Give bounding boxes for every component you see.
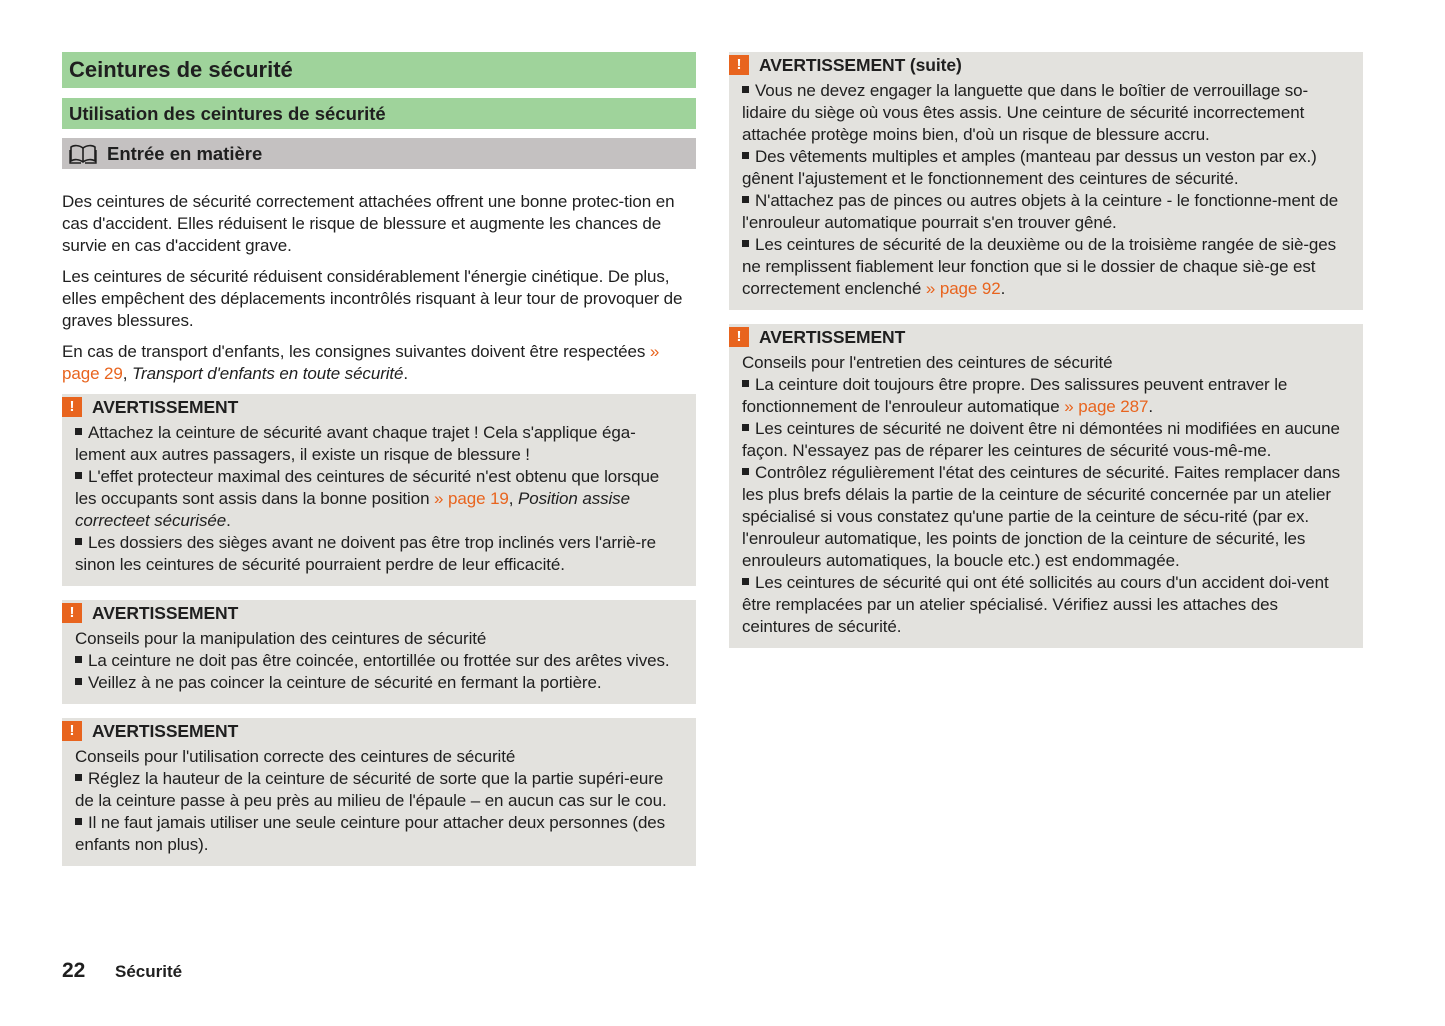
warning-title: AVERTISSEMENT [92,721,239,741]
warning-title: AVERTISSEMENT [759,327,906,347]
warning-item: Vous ne devez engager la languette que dans le boîtier de verrouillage so-lidaire du siège où vous êtes assis. Une ceinture de sécurité incorrectement attachée protège moins bien, d'où un risque de blessure accru. [742,80,1350,146]
warning-item: Attachez la ceinture de sécurité avant chaque trajet ! Cela s'applique éga-lement aux autres passagers, il existe un risque de blessure ! [75,422,683,466]
page-link[interactable]: » page 19 [434,489,509,508]
warning-title: AVERTISSEMENT [92,397,239,417]
warning-header [62,602,683,624]
warning-box [729,324,1363,648]
warning-header [729,326,1350,348]
warning-intro: Conseils pour l'utilisation correcte des ceintures de sécurité [75,747,516,766]
paragraph-text: En cas de transport d'enfants, les consignes suivantes doivent être respectées [62,342,646,361]
page-link[interactable]: » page 287 [1064,397,1149,416]
chapter-title-text: Ceintures de sécurité [69,57,293,82]
intro-text [62,191,696,385]
separator: , [508,489,519,508]
left-column [62,52,696,866]
warning-item: Il ne faut jamais utiliser une seule ceinture pour attacher deux personnes (des enfants non plus). [75,812,683,856]
warning-item: N'attachez pas de pinces ou autres objets à la ceinture - le fonctionne-ment de l'enrouleur automatique pourrait s'en trouver gêné. [742,190,1350,234]
warning-item: Veillez à ne pas coincer la ceinture de sécurité en fermant la portière. [75,672,683,694]
chapter-title [62,52,696,88]
right-column [729,52,1363,648]
link-title: Transport d'enfants en toute sécurité [132,364,404,383]
warning-intro: Conseils pour l'entretien des ceintures de sécurité [742,353,1113,372]
section-title [62,98,696,129]
period: . [1148,397,1153,416]
warning-item-text: Les ceintures de sécurité de la deuxième ou de la troisième rangée de siè-ges ne remplissent fiablement leur fonction que si le dossier de chaque siè-ge est correctement enclenché [742,235,1337,298]
warning-item: Réglez la hauteur de la ceinture de sécurité de sorte que la partie supéri-eure de la ceinture passe à peu près au milieu de l'épaule – en aucun cas sur le cou. [75,768,683,812]
warning-icon: ! [62,397,82,417]
warning-item [742,374,1350,418]
warning-item-text: L'effet protecteur maximal des ceintures de sécurité n'est obtenu que lorsque les occupants sont assis dans la bonne position [75,467,660,508]
warning-box [62,718,696,866]
subsection-title [62,138,696,169]
warning-item: Les ceintures de sécurité ne doivent être ni démontées ni modifiées en aucune façon. N'essayez pas de réparer les ceintures de sécurité vous-mê-me. [742,418,1350,462]
warning-box [729,52,1363,310]
warning-box [62,394,696,586]
page-number: 22 [62,959,86,982]
warning-item: Les dossiers des sièges avant ne doivent pas être trop inclinés vers l'arriè-re sinon les ceintures de sécurité pourraient perdre de leur efficacité. [75,532,683,576]
period: . [226,511,231,530]
warning-title: AVERTISSEMENT [92,603,239,623]
section-title-text: Utilisation des ceintures de sécurité [69,102,386,124]
footer-section: Sécurité [115,962,183,981]
page-link[interactable]: » page 92 [925,279,1001,298]
warning-item [75,466,683,532]
separator: , [122,364,133,383]
warning-icon: ! [62,721,82,741]
warning-item: Des vêtements multiples et amples (manteau par dessus un veston par ex.) gênent l'ajustement et le fonctionnement des ceintures de sécurité. [742,146,1350,190]
warning-intro: Conseils pour la manipulation des ceintures de sécurité [75,629,487,648]
period: . [403,364,409,383]
paragraph: Les ceintures de sécurité réduisent considérablement l'énergie cinétique. De plus, elles empêchent des déplacements incontrôlés risquant à leur tour de provoquer de graves blessures. [62,267,683,330]
paragraph [62,341,696,385]
warning-header [62,720,683,742]
book-icon [69,144,97,164]
warning-icon: ! [729,327,749,347]
warning-title: AVERTISSEMENT (suite) [759,55,962,75]
warning-item: Contrôlez régulièrement l'état des ceintures de sécurité. Faites remplacer dans les plus brefs délais la partie de la ceinture de sécurité concernée par un atelier spécialisé si vous constatez qu'une partie de la ceinture de sécu-rité (par ex. l'enrouleur automatique, les points de jonction de la ceinture de sécurité, les enrouleurs automatiques, la boucle etc.) est endommagée. [742,462,1350,572]
warning-item: Les ceintures de sécurité qui ont été sollicités au cours d'un accident doi-vent être remplacées par un atelier spécialisé. Vérifiez aussi les attaches des ceintures de sécurité. [742,572,1350,638]
warning-icon: ! [729,55,749,75]
warning-header [729,54,1350,76]
paragraph: Des ceintures de sécurité correctement attachées offrent une bonne protec-tion en cas d'accident. Elles réduisent le risque de blessure et augmente les chances de survie en cas d'accident grave. [62,192,675,255]
warning-icon: ! [62,603,82,623]
period: . [1000,279,1006,298]
warning-item-text: La ceinture doit toujours être propre. Des salissures peuvent entraver le fonctionnement de l'enrouleur automatique [742,375,1288,416]
subsection-title-text: Entrée en matière [107,142,263,164]
warning-item [742,234,1350,300]
warning-item: La ceinture ne doit pas être coincée, entortillée ou frottée sur des arêtes vives. [75,650,683,672]
warning-box [62,600,696,704]
page-link[interactable]: » page 29 [62,342,660,383]
warning-header [62,396,683,418]
link-title: Position assise correcteet sécurisée [75,489,630,530]
